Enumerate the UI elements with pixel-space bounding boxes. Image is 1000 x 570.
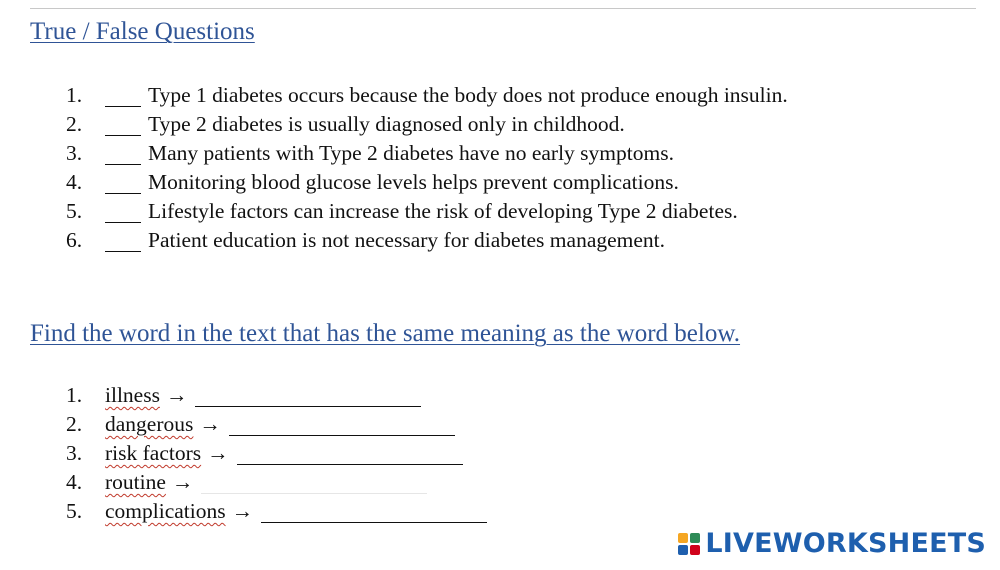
synonym-item-1 — [66, 381, 487, 410]
arrow: → — [199, 412, 221, 436]
target-word: dangerous — [105, 412, 194, 436]
question-text: Type 2 diabetes is usually diagnosed only in childhood. — [148, 112, 625, 136]
tf-question-5 — [66, 197, 788, 226]
question-number: 1. — [66, 83, 83, 107]
synonym-item-5 — [66, 497, 487, 526]
logo-square — [690, 545, 700, 555]
target-word: risk factors — [105, 441, 202, 465]
answer-blank[interactable] — [237, 442, 463, 465]
question-number: 3. — [66, 141, 83, 165]
logo-square — [678, 545, 688, 555]
answer-blank[interactable] — [105, 113, 141, 136]
liveworksheets-brand — [678, 528, 986, 559]
synonym-item-4 — [66, 468, 487, 497]
tf-question-1 — [66, 81, 788, 110]
answer-blank[interactable] — [105, 200, 141, 223]
logo-square — [690, 533, 700, 543]
answer-blank[interactable] — [105, 84, 141, 107]
synonym-list — [66, 381, 487, 526]
item-number: 2. — [66, 412, 83, 436]
target-word: complications — [105, 499, 226, 523]
synonym-item-2 — [66, 410, 487, 439]
liveworksheets-logo-icon — [678, 533, 700, 555]
arrow: → — [231, 499, 254, 523]
target-word: routine — [105, 470, 166, 494]
target-word: illness — [105, 383, 160, 407]
question-text: Lifestyle factors can increase the risk of developing Type 2 diabetes. — [148, 199, 738, 223]
question-text: Patient education is not necessary for diabetes management. — [148, 228, 666, 252]
question-text: Type 1 diabetes occurs because the body does not produce enough insulin. — [148, 83, 788, 107]
item-number: 5. — [66, 499, 83, 523]
item-number: 1. — [66, 383, 83, 407]
item-number: 3. — [66, 441, 83, 465]
answer-blank[interactable] — [105, 229, 141, 252]
top-divider — [30, 8, 976, 9]
arrow: → — [207, 441, 229, 465]
answer-blank[interactable] — [261, 500, 487, 523]
question-text: Many patients with Type 2 diabetes have no early symptoms. — [148, 141, 674, 165]
question-number: 4. — [66, 170, 83, 194]
true-false-list — [66, 81, 788, 255]
brand-name: LIVEWORKSHEETS — [705, 528, 986, 559]
arrow: → — [171, 470, 194, 494]
tf-question-2 — [66, 110, 788, 139]
item-number: 4. — [66, 470, 83, 494]
question-number: 5. — [66, 199, 83, 223]
answer-blank[interactable] — [201, 471, 427, 494]
synonym-heading: Find the word in the text that has the same meaning as the word below. — [30, 320, 741, 347]
answer-blank[interactable] — [229, 413, 455, 436]
arrow: → — [165, 383, 188, 407]
question-text: Monitoring blood glucose levels helps prevent complications. — [148, 170, 679, 194]
true-false-heading: True / False Questions — [30, 18, 255, 45]
answer-blank[interactable] — [195, 384, 421, 407]
question-number: 2. — [66, 112, 83, 136]
tf-question-6 — [66, 226, 788, 255]
answer-blank[interactable] — [105, 142, 141, 165]
tf-question-4 — [66, 168, 788, 197]
synonym-item-3 — [66, 439, 487, 468]
answer-blank[interactable] — [105, 171, 141, 194]
logo-square — [678, 533, 688, 543]
tf-question-3 — [66, 139, 788, 168]
question-number: 6. — [66, 228, 83, 252]
